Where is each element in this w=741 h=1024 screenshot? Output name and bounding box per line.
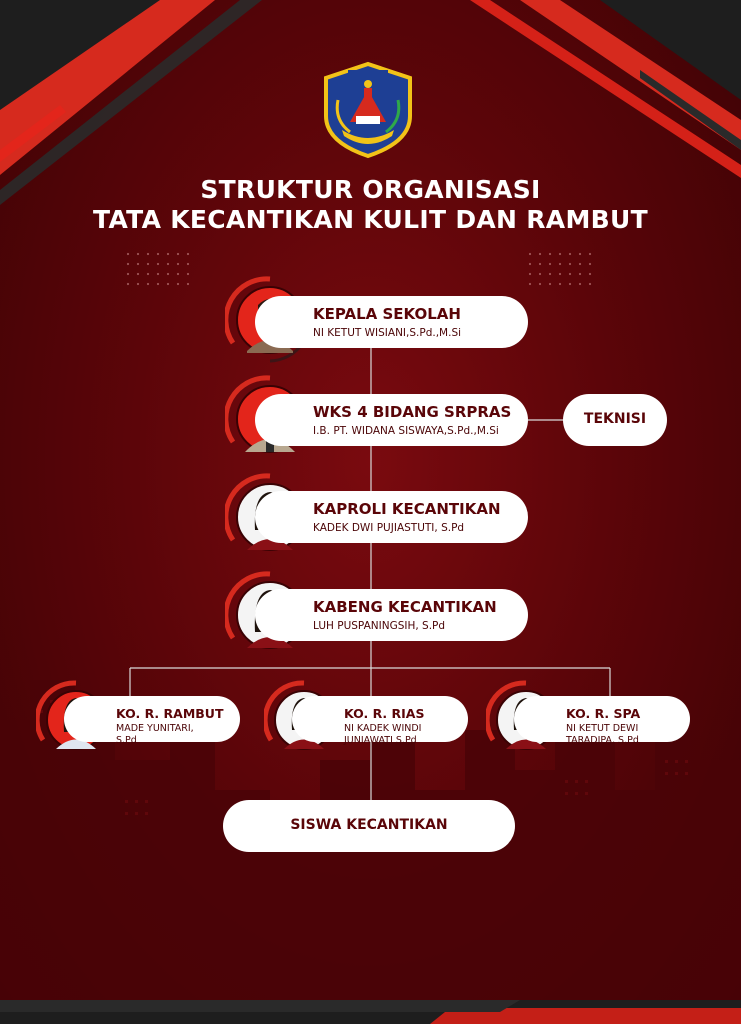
node-name: NI KETUT WISIANI,S.Pd.,M.Si [313, 327, 462, 339]
node-name: NI KADEK WINDI JUNIAWATI S.Pd [344, 723, 422, 746]
node-name: I.B. PT. WIDANA SISWAYA,S.Pd.,M.Si [313, 425, 499, 437]
page-title-line-1: STRUKTUR ORGANISASI [200, 175, 541, 204]
node-role: KEPALA SEKOLAH [313, 305, 461, 323]
node-label: SISWA KECANTIKAN [290, 817, 448, 833]
node-siswa-kecantikan [223, 800, 515, 852]
node-name: LUH PUSPANINGSIH, S.Pd [313, 620, 446, 632]
node-role: WKS 4 BIDANG SRPRAS [313, 403, 512, 421]
node-kepala-sekolah [255, 296, 528, 348]
page-title-line-2: TATA KECANTIKAN KULIT DAN RAMBUT [93, 205, 648, 234]
node-kabeng [255, 589, 528, 641]
node-ko-rambut [64, 696, 240, 746]
node-teknisi [563, 394, 667, 446]
node-name: NI KETUT DEWI TARADIPA, S.Pd [566, 723, 639, 746]
node-wks-4 [255, 394, 528, 446]
node-name: KADEK DWI PUJIASTUTI, S.Pd [313, 522, 465, 534]
node-role: KO. R. RAMBUT [116, 706, 224, 721]
node-role: KABENG KECANTIKAN [313, 598, 497, 616]
node-role: KO. R. SPA [566, 706, 641, 721]
node-role: KAPROLI KECANTIKAN [313, 500, 501, 518]
node-ko-rias [292, 696, 468, 746]
node-ko-spa [514, 696, 690, 746]
node-kaproli [255, 491, 528, 543]
node-role: KO. R. RIAS [344, 706, 425, 721]
node-label: TEKNISI [583, 411, 647, 427]
node-name: MADE YUNITARI, S.Pd [116, 723, 194, 746]
